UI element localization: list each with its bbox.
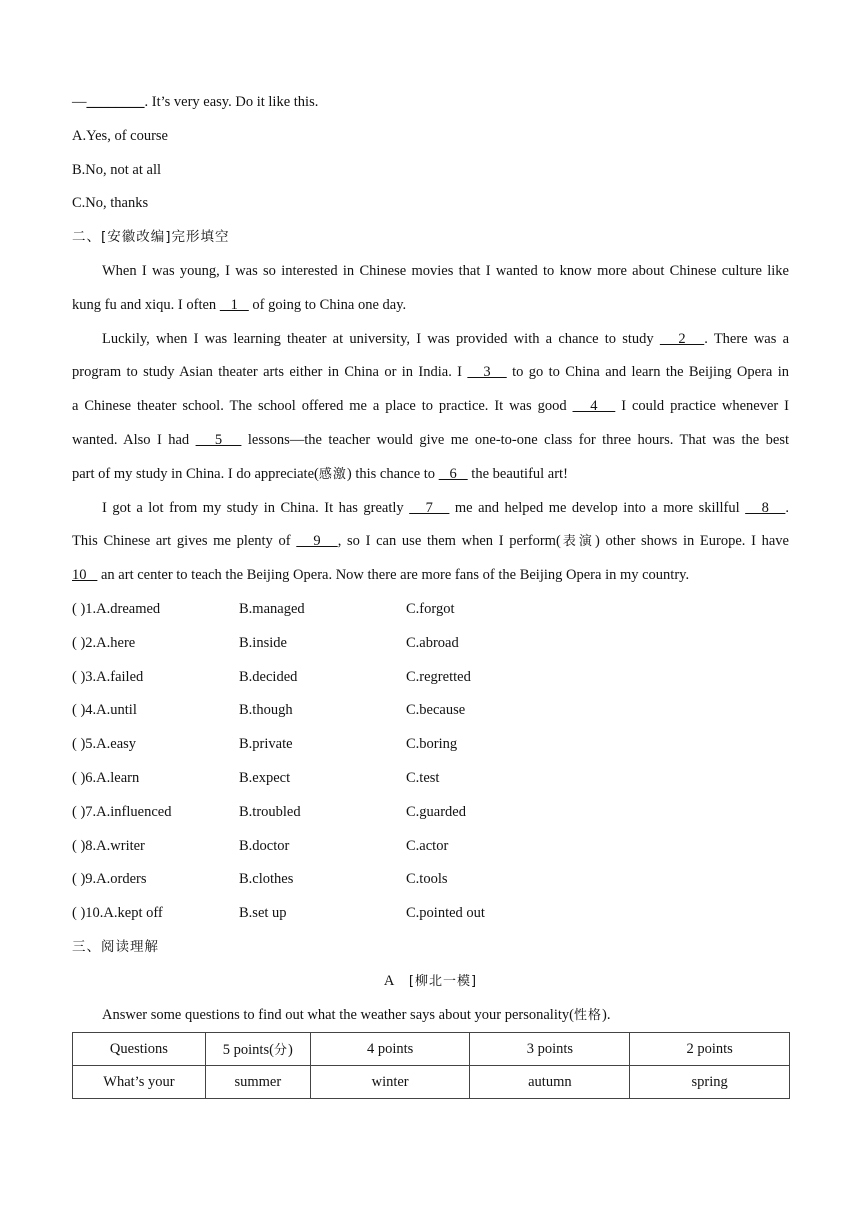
answer-bracket[interactable]: ( ) <box>72 702 86 719</box>
blank-10[interactable]: 10 <box>72 567 98 584</box>
answer-bracket[interactable]: ( ) <box>72 634 86 651</box>
worksheet-page <box>72 86 789 1099</box>
question-stem <box>72 86 789 120</box>
section-heading-cloze: 二、[安徽改编]完形填空 <box>72 229 230 246</box>
answer-bracket[interactable]: ( ) <box>72 769 86 786</box>
table-header-cell: 2 points <box>630 1033 790 1066</box>
option-b: B.No, not at all <box>72 161 162 178</box>
answer-bracket[interactable]: ( ) <box>72 905 86 922</box>
table-cell: spring <box>630 1066 790 1099</box>
question-row: ( )5.A.easy B.private C.boring <box>72 736 458 753</box>
answer-blank[interactable]: ________ <box>86 94 145 110</box>
cloze-p3-line3: 10 an art center to teach the Beijing Opera. Now there are more fans of the Beijing Opera in my country. <box>72 567 690 584</box>
blank-8[interactable]: 8 <box>745 499 786 516</box>
blank-3[interactable]: 3 <box>467 364 507 381</box>
question-row: ( )10.A.kept off B.set up C.pointed out <box>72 905 485 922</box>
answer-bracket[interactable]: ( ) <box>72 668 86 685</box>
option-c: C.No, thanks <box>72 195 149 212</box>
stem-text: . It’s very easy. Do it like this. <box>144 94 319 110</box>
cloze-p2-line5: part of my study in China. I do appreciate(感激) this chance to 6 the beautiful art! <box>72 465 568 482</box>
table-header-cell: Questions <box>73 1033 206 1066</box>
answer-bracket[interactable]: ( ) <box>72 803 86 820</box>
cloze-p3-line1: I got a lot from my study in China. It has greatly 7 me and helped me develop into a more skillful 8 . <box>102 499 790 516</box>
cloze-p3-line2: This Chinese art gives me plenty of 9 , so I can use them when I perform(表演) other shows in Europe. I have <box>72 533 789 550</box>
cloze-p2-line1: Luckily, when I was learning theater at university, I was provided with a chance to study 2 . There was a <box>102 330 790 347</box>
dash: — <box>72 94 87 110</box>
blank-1[interactable]: 1 <box>219 296 249 313</box>
section-heading-reading: 三、阅读理解 <box>72 938 159 955</box>
passage-title: A [柳北一模] <box>383 972 478 989</box>
cloze-p2-line2: program to study Asian theater arts either in China or in India. I 3 to go to China and learn the Beijing Opera in <box>72 364 789 381</box>
question-row: ( )7.A.influenced B.troubled C.guarded <box>72 803 466 820</box>
answer-bracket[interactable]: ( ) <box>72 736 86 753</box>
table-cell: summer <box>205 1066 310 1099</box>
table-header-row <box>73 1033 790 1066</box>
blank-7[interactable]: 7 <box>409 499 450 516</box>
cloze-p2-line3: a Chinese theater school. The school offered me a place to practice. It was good 4 I could practice whenever I <box>72 398 789 415</box>
question-row: ( )9.A.orders B.clothes C.tools <box>72 871 448 888</box>
answer-bracket[interactable]: ( ) <box>72 600 86 617</box>
question-row: ( )2.A.here B.inside C.abroad <box>72 634 459 651</box>
cloze-p2-line4: wanted. Also I had 5 lessons—the teacher would give me one-to-one class for three hours. That was the best <box>72 431 789 448</box>
option-a: A.Yes, of course <box>72 127 168 144</box>
table-row <box>73 1066 790 1099</box>
table-header-cell: 4 points <box>310 1033 470 1066</box>
table-header-cell: 3 points <box>470 1033 630 1066</box>
table-header-cell: 5 points(分) <box>205 1033 310 1066</box>
answer-bracket[interactable]: ( ) <box>72 837 86 854</box>
question-row: ( )3.A.failed B.decided C.regretted <box>72 668 471 685</box>
points-table <box>72 1032 790 1099</box>
cloze-p1-line1: When I was young, I was so interested in Chinese movies that I wanted to know more about Chinese culture like <box>102 262 789 279</box>
table-cell: winter <box>310 1066 470 1099</box>
blank-6[interactable]: 6 <box>438 465 468 482</box>
question-row: ( )8.A.writer B.doctor C.actor <box>72 837 449 854</box>
passage-source: [柳北一模] <box>408 973 478 989</box>
question-row: ( )6.A.learn B.expect C.test <box>72 769 440 786</box>
blank-9[interactable]: 9 <box>296 533 338 550</box>
question-row: ( )4.A.until B.though C.because <box>72 702 466 719</box>
cloze-p1-line2: kung fu and xiqu. I often 1 of going to China one day. <box>72 296 407 313</box>
passage-intro: Answer some questions to find out what the weather says about your personality(性格). <box>102 1006 611 1023</box>
blank-4[interactable]: 4 <box>572 398 616 415</box>
blank-2[interactable]: 2 <box>659 330 705 347</box>
question-list <box>72 593 789 931</box>
question-row: ( )1.A.dreamed B.managed C.forgot <box>72 600 455 617</box>
table-cell: What’s your <box>73 1066 206 1099</box>
blank-5[interactable]: 5 <box>195 431 242 448</box>
answer-bracket[interactable]: ( ) <box>72 871 86 888</box>
table-cell: autumn <box>470 1066 630 1099</box>
